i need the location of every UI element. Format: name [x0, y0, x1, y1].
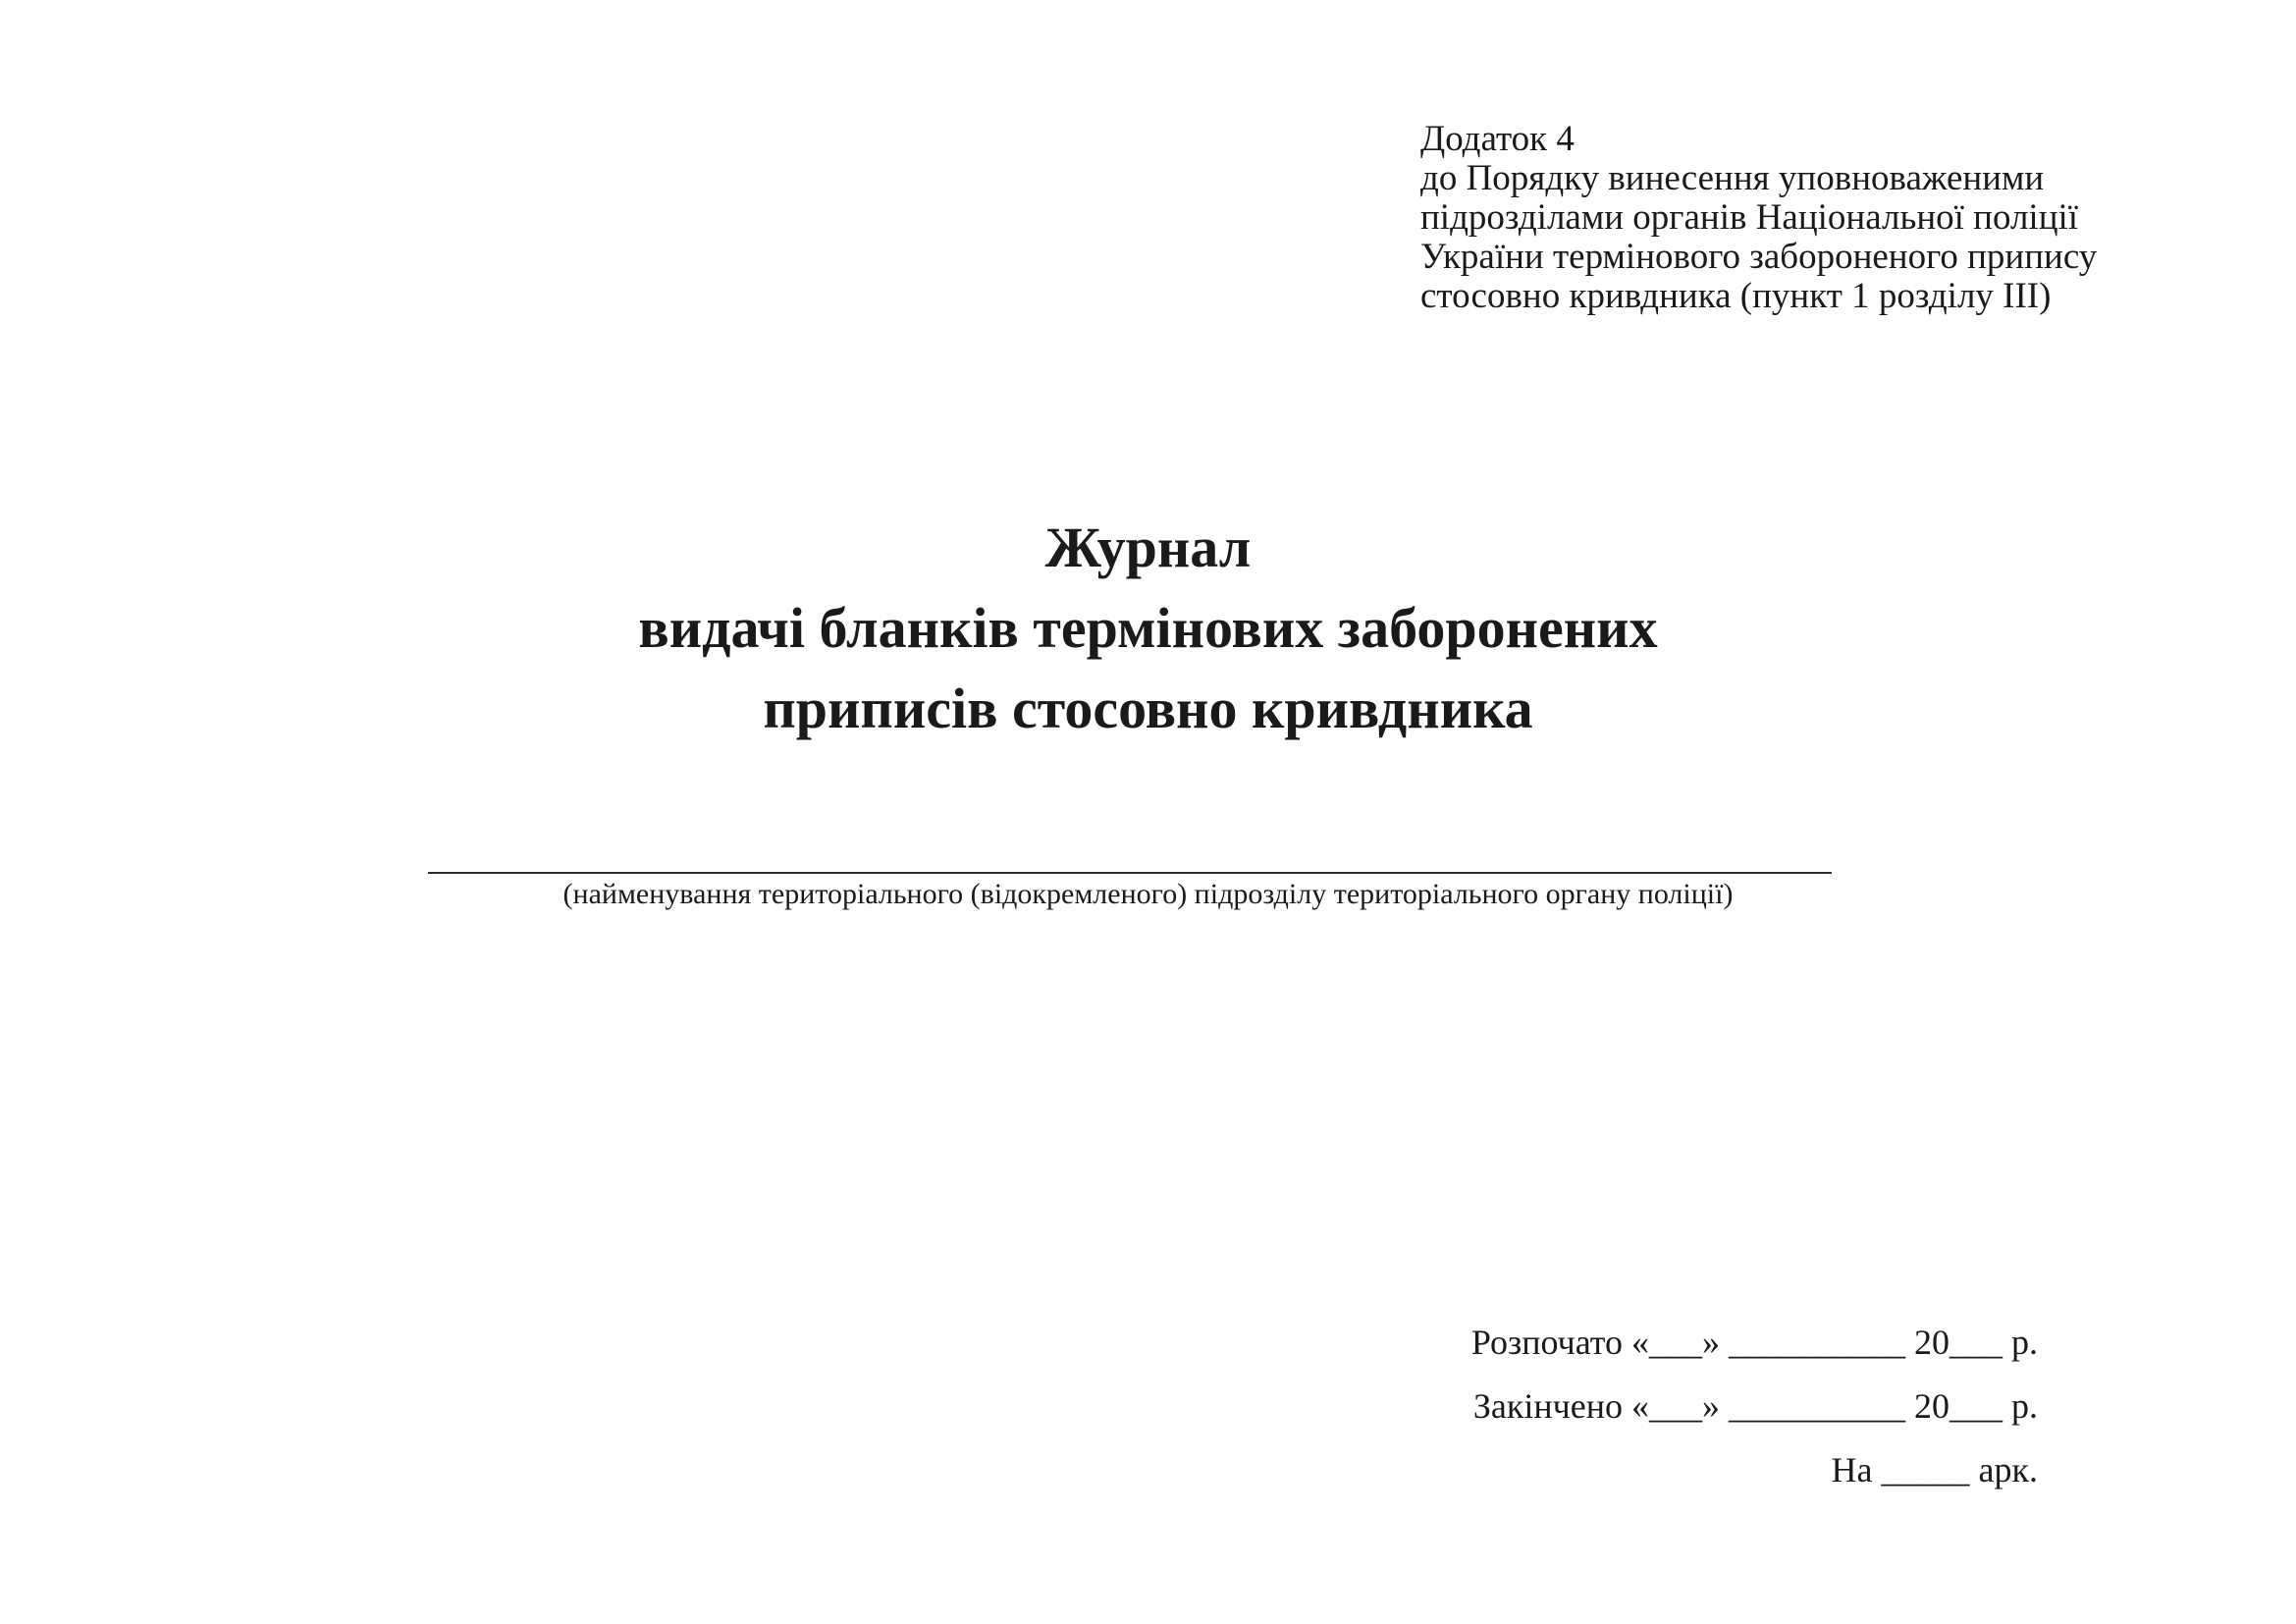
- sheets-line: На _____ арк.: [1831, 1450, 2038, 1489]
- finished-line: Закінчено «___» __________ 20___ р.: [1472, 1386, 2038, 1426]
- annex-line-5: стосовно кривдника (пункт 1 розділу III): [1420, 276, 2052, 316]
- journal-title-line-3: приписів стосовно кривдника: [763, 677, 1533, 740]
- org-name-caption: (найменування територіального (відокремленого) підрозділу територіального органу поліції): [562, 878, 1734, 910]
- journal-title-line-1: Журнал: [1044, 515, 1252, 579]
- annex-line-2: до Порядку винесення уповноваженими: [1420, 158, 2045, 198]
- dates-block: [1471, 1311, 2038, 1502]
- started-line: Розпочато «___» __________ 20___ р.: [1470, 1323, 2038, 1362]
- annex-line-3: підрозділами органів Національної поліції: [1420, 197, 2079, 238]
- annex-line-4: України термінового забороненого припису: [1420, 237, 2098, 277]
- journal-title-line-2: видачі бланків термінових заборонених: [638, 596, 1658, 660]
- annex-reference: [1420, 120, 2097, 316]
- journal-title: [0, 508, 2296, 749]
- org-name-underline: [428, 872, 1832, 874]
- annex-line-1: Додаток 4: [1420, 119, 1575, 159]
